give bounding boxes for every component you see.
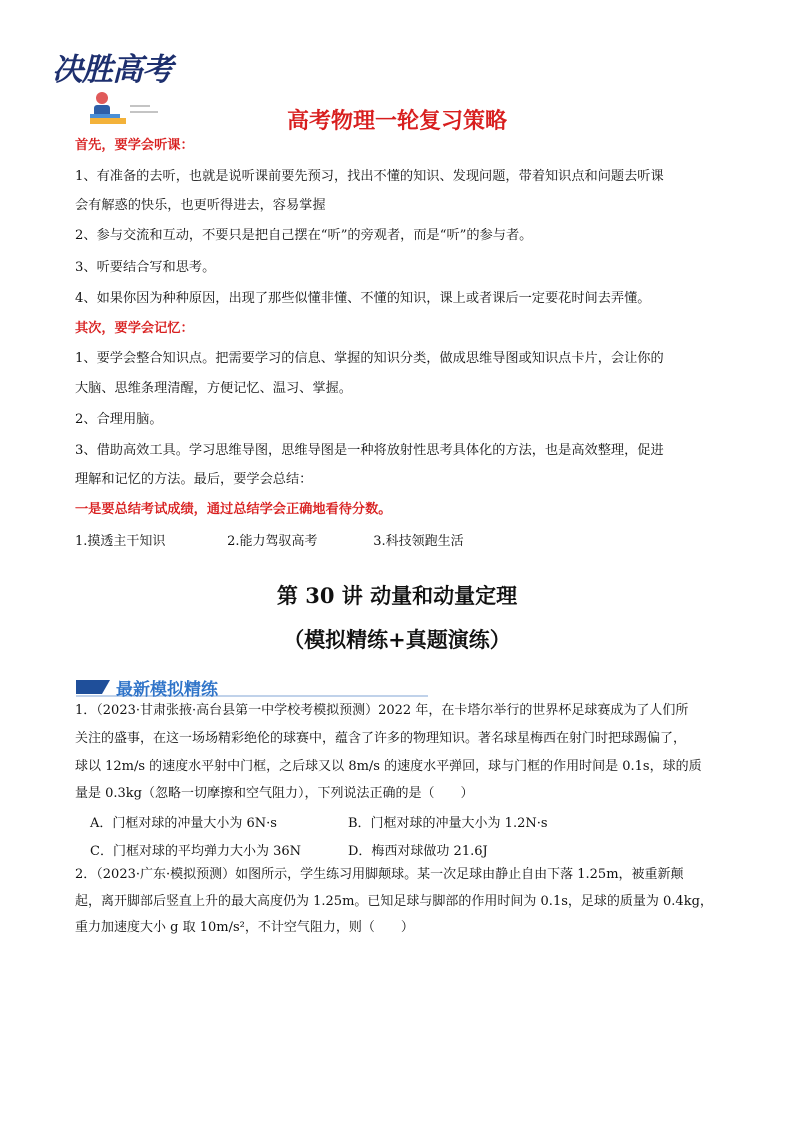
item: 2.能力驾驭高考	[227, 534, 318, 549]
option-a: A．门框对球的冲量大小为 6N·s	[90, 816, 277, 831]
page-title: 高考物理一轮复习策略	[286, 109, 507, 134]
question-line: 量是 0.3kg（忽略一切摩擦和空气阻力），下列说法正确的是（ ）	[75, 786, 474, 801]
paragraph-line: 1、要学会整合知识点。把需要学习的信息、掌握的知识分类，做成思维导图或知识点卡片，会让你的	[75, 351, 664, 366]
option-d: D．梅西对球做功 21.6J	[348, 844, 488, 859]
paragraph-line: 大脑、思维条理清醒，方便记忆、温习、掌握。	[75, 381, 352, 396]
section-label: 最新模拟精练	[116, 680, 218, 700]
question-line: 球以 12m/s 的速度水平射中门框，之后球又以 8m/s 的速度水平弹回，球与门框的作用时间是 0.1s，球的质	[75, 759, 702, 774]
paragraph-line: 会有解惑的快乐，也更听得进去，容易掌握	[75, 198, 326, 213]
section-heading-memory: 其次，要学会记忆：	[75, 321, 194, 336]
question-line: 关注的盛事，在这一场场精彩绝伦的球赛中，蕴含了许多的物理知识。著名球星梅西在射门时把球踢偏了，	[75, 731, 687, 746]
question-line: 2．（2023·广东·模拟预测）如图所示，学生练习用脚颠球。某一次足球由静止自由下落 1.25m，被重新颠	[75, 867, 684, 882]
section-heading-listen: 首先，要学会听课：	[75, 138, 194, 153]
paragraph-line: 4、如果你因为种种原因，出现了那些似懂非懂、不懂的知识，课上或者课后一定要花时间去弄懂。	[75, 291, 651, 306]
item: 3.科技领跑生活	[373, 534, 464, 549]
paragraph-line: 3、借助高效工具。学习思维导图，思维导图是一种将放射性思考具体化的方法，也是高效整理，促进	[75, 443, 664, 458]
logo-text: 决胜高考	[52, 52, 172, 88]
paragraph-line: 2、参与交流和互动，不要只是把自己摆在“听”的旁观者，而是“听”的参与者。	[75, 228, 533, 243]
paragraph-line: 3、听要结合写和思考。	[75, 260, 216, 275]
question-line: 重力加速度大小 g 取 10m/s²，不计空气阻力，则（ ）	[75, 920, 414, 935]
question-line: 1．（2023·甘肃张掖·高台县第一中学校考模拟预测）2022 年，在卡塔尔举行的世界杯足球赛成为了人们所	[75, 703, 689, 718]
three-items	[75, 530, 464, 549]
lecture-title: 第 30 讲 动量和动量定理	[276, 583, 518, 608]
lecture-subtitle: （模拟精练+真题演练）	[283, 627, 511, 652]
question-line: 起，离开脚部后竖直上升的最大高度仍为 1.25m。已知足球与脚部的作用时间为 0.1s，足球的质量为 0.4kg，	[75, 894, 713, 909]
item: 1.摸透主干知识	[75, 534, 166, 549]
paragraph-line: 2、合理用脑。	[75, 412, 163, 427]
summary-red-line: 一是要总结考试成绩，通过总结学会正确地看待分数。	[75, 502, 392, 517]
option-b: B．门框对球的冲量大小为 1.2N·s	[348, 816, 548, 831]
paragraph-line: 理解和记忆的方法。最后，要学会总结：	[75, 472, 313, 487]
option-c: C．门框对球的平均弹力大小为 36N	[90, 844, 301, 859]
paragraph-line: 1、有准备的去听，也就是说听课前要先预习，找出不懂的知识、发现问题，带着知识点和问题去听课	[75, 169, 664, 184]
